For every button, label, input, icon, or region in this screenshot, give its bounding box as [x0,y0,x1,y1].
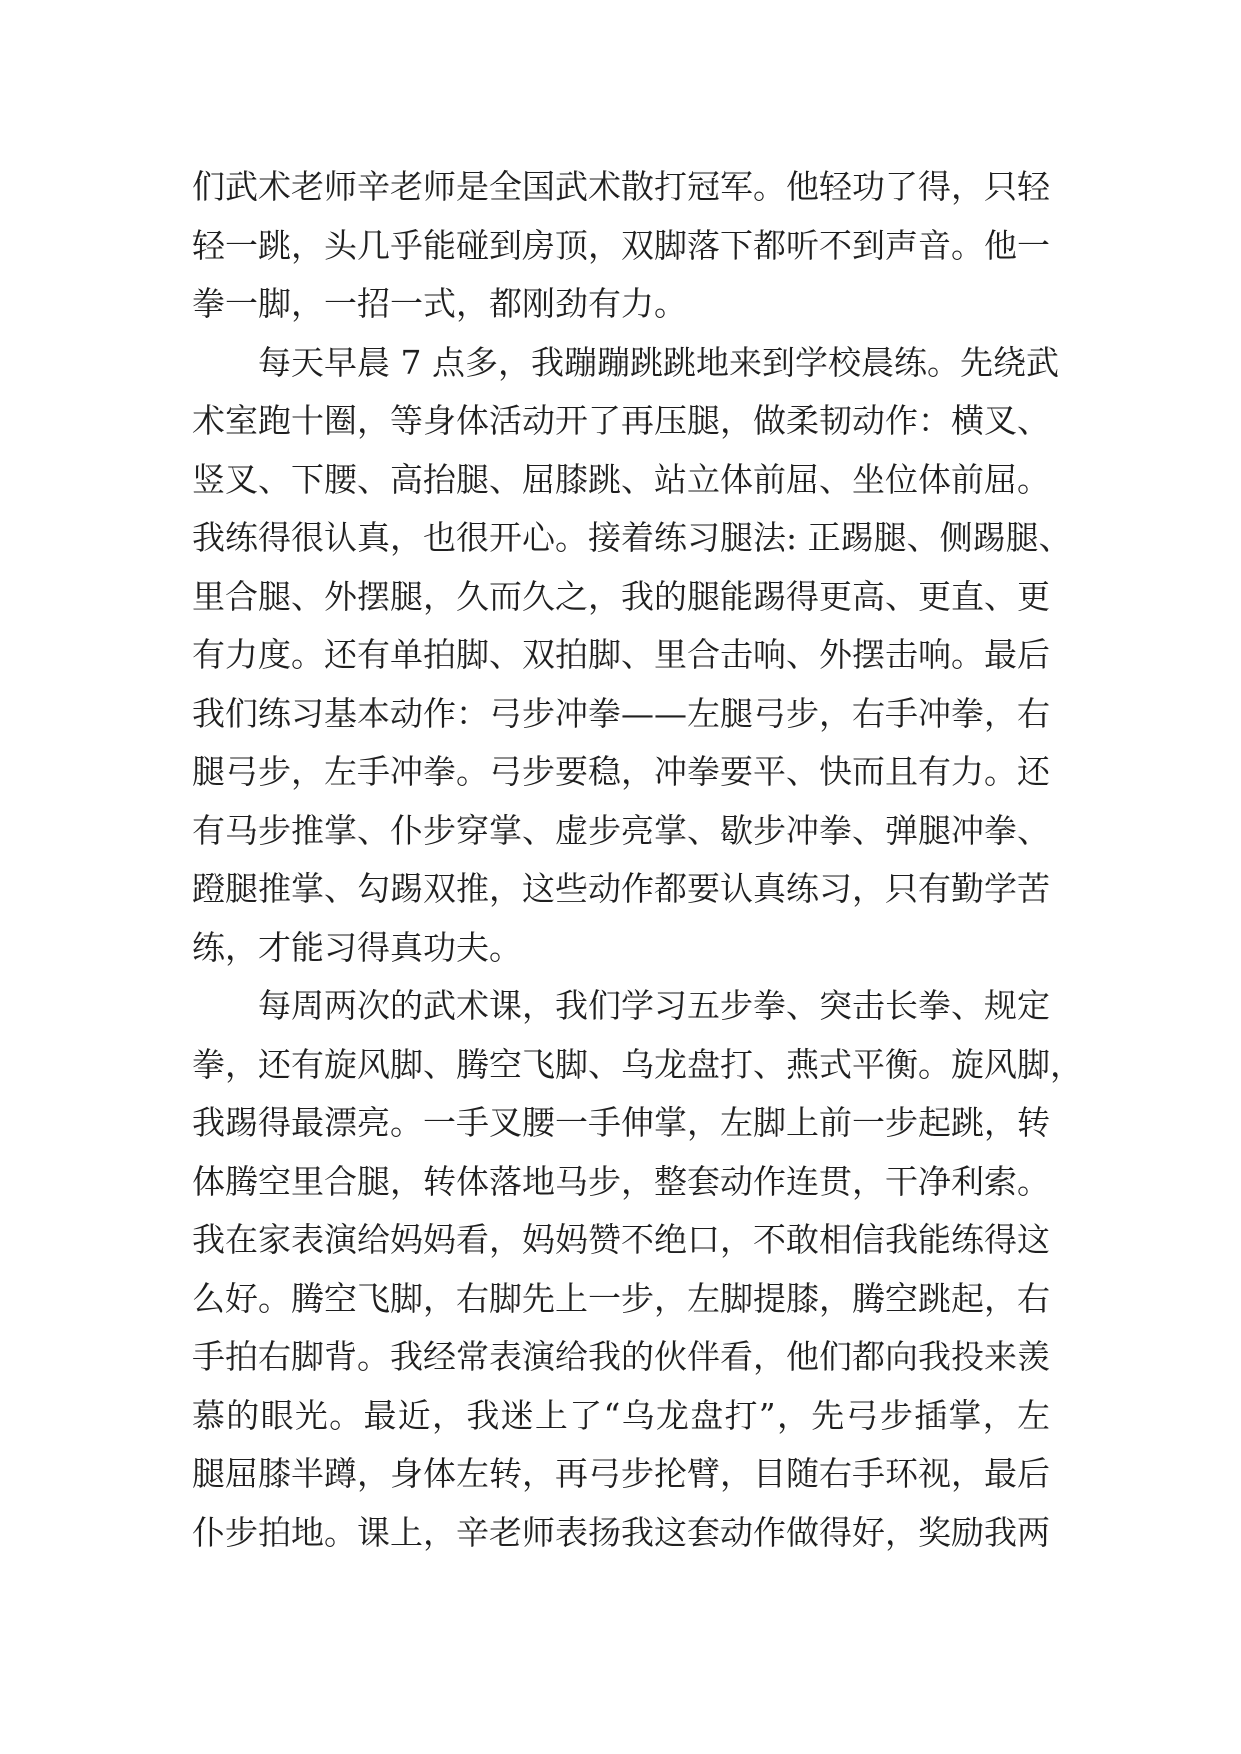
text-line: 们武术老师辛老师是全国武术散打冠军。他轻功了得，只轻 [192,167,1050,206]
text-line: 拳，还有旋风脚、腾空飞脚、乌龙盘打、燕式平衡。旋风脚， [192,1044,1083,1084]
body-text [192,158,1083,1562]
text-line: 我踢得最漂亮。一手叉腰一手伸掌，左脚上前一步起跳，转 [192,1103,1050,1142]
text-line: 仆步拍地。课上，辛老师表扬我这套动作做得好，奖励我两 [192,1512,1050,1552]
text-line: 练，才能习得真功夫。 [192,927,522,967]
text-line: 手拍右脚背。我经常表演给我的伙伴看，他们都向我投来羡 [192,1337,1050,1376]
text-line: 里合腿、外摆腿，久而久之，我的腿能踢得更高、更直、更 [192,576,1050,616]
text-line: 我练得很认真，也很开心。接着练习腿法: 正踢腿、侧踢腿、 [192,518,1072,557]
text-line: 我在家表演给妈妈看，妈妈赞不绝口，不敢相信我能练得这 [192,1220,1050,1259]
text-line: 腿屈膝半蹲，身体左转，再弓步抡臂，目随右手环视，最后 [192,1454,1050,1493]
text-line: 竖叉、下腰、高抬腿、屈膝跳、站立体前屈、坐位体前屈。 [192,459,1050,499]
text-line: 蹬腿推掌、勾踢双推，这些动作都要认真练习，只有勤学苦 [192,869,1050,908]
text-line: 术室跑十圈，等身体活动开了再压腿，做柔韧动作：横叉、 [192,401,1050,440]
text-line: 拳一脚，一招一式，都刚劲有力。 [192,284,687,323]
text-line: 每天早晨 7 点多，我蹦蹦跳跳地来到学校晨练。先绕武 [258,342,1059,382]
text-line: 有马步推掌、仆步穿掌、虚步亮掌、歇步冲拳、弹腿冲拳、 [192,810,1050,850]
text-line: 有力度。还有单拍脚、双拍脚、里合击响、外摆击响。最后 [192,635,1050,674]
text-line: 每周两次的武术课，我们学习五步拳、突击长拳、规定 [258,986,1050,1025]
text-line: 体腾空里合腿，转体落地马步，整套动作连贯，干净利索。 [192,1161,1050,1201]
text-line: 慕的眼光。最近，我迷上了“乌龙盘打”，先弓步插掌，左 [192,1395,1050,1435]
text-line: 轻一跳，头几乎能碰到房顶，双脚落下都听不到声音。他一 [192,225,1050,265]
text-line: 我们练习基本动作：弓步冲拳——左腿弓步，右手冲拳，右 [192,693,1050,733]
text-line: 腿弓步，左手冲拳。弓步要稳，冲拳要平、快而且有力。还 [192,752,1050,791]
text-line: 么好。腾空飞脚，右脚先上一步，左脚提膝，腾空跳起，右 [192,1278,1050,1318]
